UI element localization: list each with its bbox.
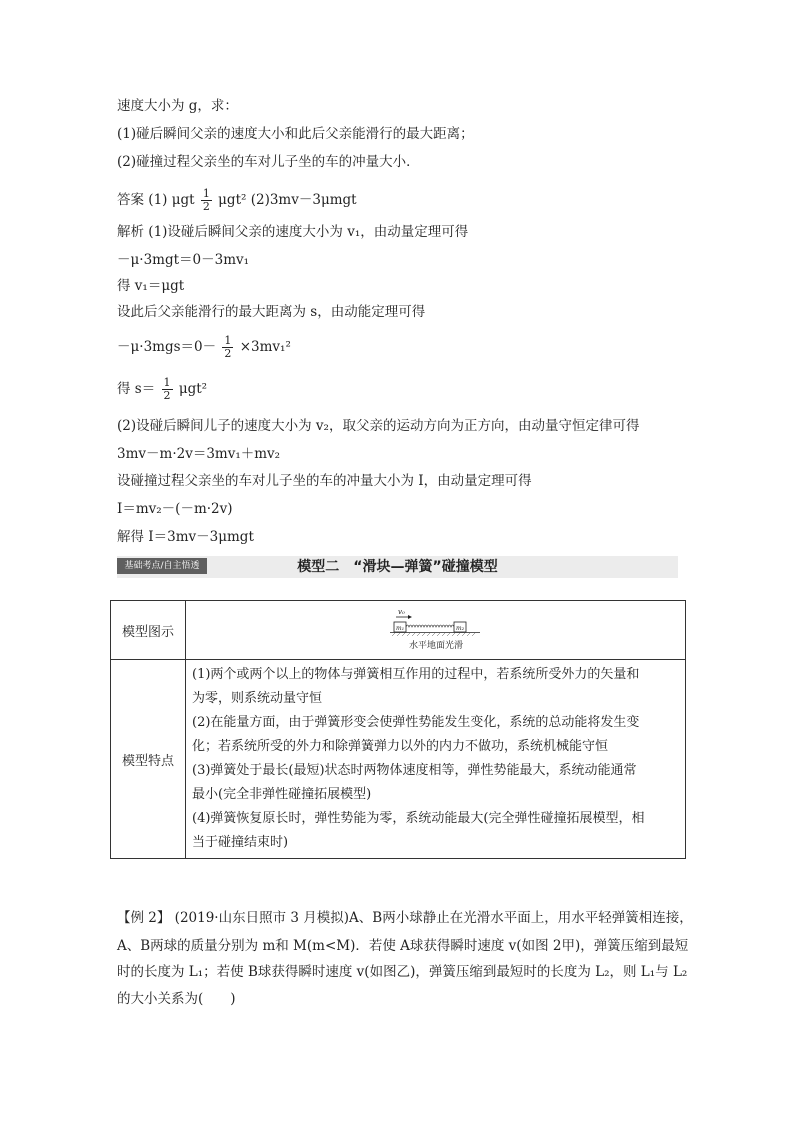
solution-line-7: (2)设碰后瞬间儿子的速度大小为 v₂，取父亲的运动方向为正方向，由动量守恒定律可得 bbox=[117, 418, 640, 434]
section-header bbox=[117, 556, 678, 578]
feature-line: 最小(完全非弹性碰撞拓展模型) bbox=[192, 787, 372, 802]
diagram-caption: 水平地面光滑 bbox=[408, 641, 463, 651]
block-m1-label: m₁ bbox=[395, 625, 404, 632]
spring-block-diagram bbox=[388, 607, 484, 653]
row-label-features: 模型特点 bbox=[111, 660, 186, 859]
answer-fraction: $\frac{1}{2}$ bbox=[202, 187, 210, 213]
spring-icon bbox=[406, 625, 454, 627]
answer-line bbox=[117, 188, 357, 213]
feature-line: (2)在能量方面，由于弹簧形变会使弹性势能发生变化，系统的总动能将发生变 bbox=[192, 715, 640, 730]
answer-part2: μgt² bbox=[218, 192, 247, 208]
solution-line-5: －μ·3mgs＝0－ $\frac{1}{2}$ ×3mv₁² bbox=[117, 334, 291, 360]
feature-line: 当于碰撞结束时) bbox=[192, 835, 289, 850]
example-line-2: A、B两球的质量分别为 m和 M(m<M)．若使 A球获得瞬时速度 v(如图 2甲)，弹簧压缩到最短 bbox=[117, 938, 689, 954]
velocity-label: v₀ bbox=[397, 608, 405, 616]
feature-line: 为零，则系统动量守恒 bbox=[192, 691, 323, 706]
solution-line-9: 设碰撞过程父亲坐的车对儿子坐的车的冲量大小为 I，由动量定理可得 bbox=[117, 473, 532, 489]
example-line-3: 时的长度为 L₁；若使 B球获得瞬时速度 v(如图乙)，弹簧压缩到最短时的长度为 L₂，则 L₁与 L₂ bbox=[117, 964, 688, 980]
model-diagram-cell bbox=[186, 601, 686, 660]
problem-line: 速度大小为 g，求： bbox=[117, 98, 238, 114]
question-1: (1)碰后瞬间父亲的速度大小和此后父亲能滑行的最大距离； bbox=[117, 126, 474, 142]
answer-part3: (2)3mv－3μmgt bbox=[250, 192, 357, 208]
table-row bbox=[111, 601, 686, 660]
half-fraction: $\frac{1}{2}$ bbox=[163, 376, 171, 402]
feature-line: 化；若系统所受的外力和除弹簧弹力以外的内力不做功，系统机械能守恒 bbox=[192, 739, 609, 754]
solution-line-10: I＝mv₂－(－m·2v) bbox=[117, 501, 233, 517]
half-fraction: $\frac{1}{2}$ bbox=[224, 334, 232, 360]
feature-line: (4)弹簧恢复原长时，弹性势能为零，系统动能最大(完全弹性碰撞拓展模型，相 bbox=[192, 811, 645, 826]
solution-line-1: 解析 (1)设碰后瞬间父亲的速度大小为 v₁，由动量定理可得 bbox=[117, 224, 469, 240]
solution-line-11: 解得 I＝3mv－3μmgt bbox=[117, 529, 254, 545]
solution-line-2: －μ·3mgt＝0－3mv₁ bbox=[117, 252, 250, 268]
answer-label: 答案 bbox=[117, 192, 144, 208]
ground-hatching bbox=[392, 633, 475, 636]
solution-line-6: 得 s＝ $\frac{1}{2}$ μgt² bbox=[117, 376, 208, 402]
section-title: 模型二 “滑块—弹簧”碰撞模型 bbox=[297, 559, 498, 575]
solution-line-4: 设此后父亲能滑行的最大距离为 s，由动能定理可得 bbox=[117, 304, 426, 320]
model-table bbox=[110, 600, 686, 859]
answer-part1: (1) μgt bbox=[148, 192, 195, 208]
solution-line-3: 得 v₁＝μgt bbox=[117, 278, 185, 294]
question-2: (2)碰撞过程父亲坐的车对儿子坐的车的冲量大小． bbox=[117, 154, 420, 170]
solution-label: 解析 bbox=[117, 224, 144, 240]
solution-line-8: 3mv－m·2v＝3mv₁＋mv₂ bbox=[117, 446, 281, 462]
example-line-1: 【例 2】 (2019·山东日照市 3 月模拟)A、B两小球静止在光滑水平面上，用水平轻弹簧相连接， bbox=[117, 910, 693, 926]
arrow-head-icon bbox=[408, 615, 412, 619]
table-row bbox=[111, 660, 686, 859]
row-label-diagram: 模型图示 bbox=[111, 601, 186, 660]
block-m2-label: m₂ bbox=[455, 625, 464, 632]
feature-line: (3)弹簧处于最长(最短)状态时两物体速度相等，弹性势能最大，系统动能通常 bbox=[192, 763, 637, 778]
model-features bbox=[186, 660, 686, 859]
feature-line: (1)两个或两个以上的物体与弹簧相互作用的过程中，若系统所受外力的矢量和 bbox=[192, 667, 640, 682]
section-tag: 基础考点/自主悟透 bbox=[117, 558, 207, 574]
example-line-4: 的大小关系为( ) bbox=[117, 991, 236, 1007]
